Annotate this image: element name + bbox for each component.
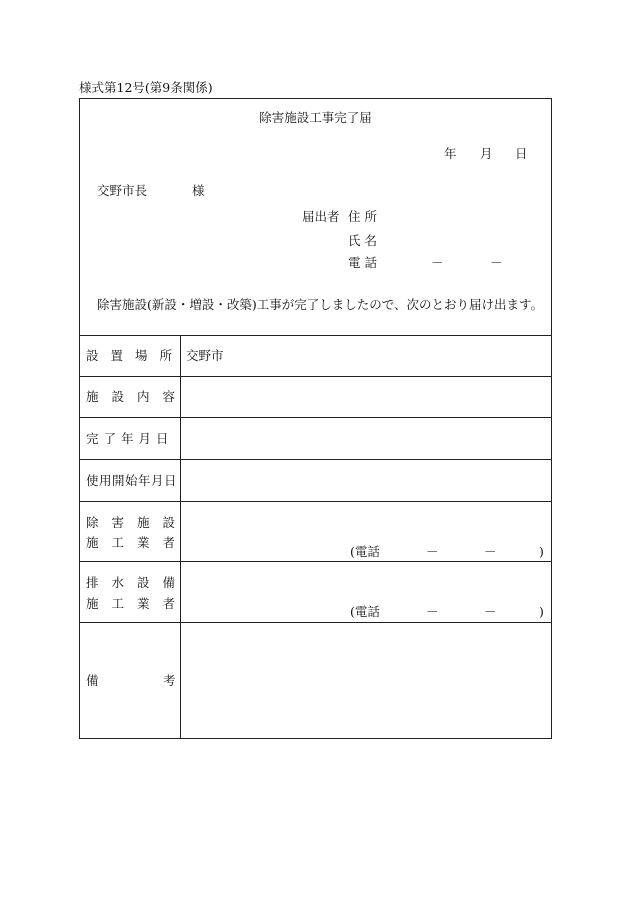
date-year: 年 bbox=[444, 146, 457, 161]
removal-contractor-label-line1: 除害施設 bbox=[86, 515, 189, 530]
drainage-phone-dash-2: － bbox=[484, 604, 497, 619]
start-date-label: 使用開始年月日 bbox=[86, 473, 178, 488]
location-label bbox=[86, 348, 185, 363]
form-frame bbox=[79, 98, 552, 739]
date-day: 日 bbox=[515, 146, 528, 161]
row-rule bbox=[80, 459, 551, 460]
removal-phone-close: ) bbox=[539, 544, 544, 559]
remarks-label-right: 考 bbox=[163, 673, 176, 688]
applicant-label: 届出者 bbox=[302, 209, 340, 224]
row-rule bbox=[80, 622, 551, 623]
facility-content-label: 施設内容 bbox=[86, 389, 189, 404]
drainage-contractor-label-line1: 排水設備 bbox=[86, 575, 189, 590]
form-number-label: 様式第12号(第9条関係) bbox=[79, 80, 213, 95]
removal-phone-dash-2: － bbox=[484, 544, 497, 559]
remarks-label-left: 備 bbox=[86, 673, 99, 688]
removal-phone-dash-1: － bbox=[426, 544, 439, 559]
row-rule bbox=[80, 501, 551, 502]
row-rule bbox=[80, 561, 551, 562]
address-label: 住 所 bbox=[348, 209, 377, 224]
date-month: 月 bbox=[480, 146, 493, 161]
form-title: 除害施設工事完了届 bbox=[259, 110, 372, 125]
drainage-contractor-label-line2: 施工業者 bbox=[86, 596, 189, 611]
name-label: 氏 名 bbox=[348, 233, 377, 248]
row-rule bbox=[80, 417, 551, 418]
location-label-text: 設置場所 bbox=[86, 348, 185, 363]
phone-dash-2: － bbox=[490, 255, 503, 270]
phone-dash-1: － bbox=[431, 255, 444, 270]
removal-contractor-label-line2: 施工業者 bbox=[86, 535, 189, 550]
phone-label: 電 話 bbox=[348, 255, 377, 270]
row-rule bbox=[80, 376, 551, 377]
addressee-name: 交野市長 bbox=[97, 183, 148, 198]
removal-phone-open: (電話 bbox=[350, 544, 380, 559]
drainage-phone-open: (電話 bbox=[350, 604, 380, 619]
drainage-phone-close: ) bbox=[539, 604, 544, 619]
statement-text: 除害施設(新設・増設・改築)工事が完了しましたので、次のとおり届け出ます。 bbox=[97, 297, 544, 312]
location-value: 交野市 bbox=[186, 348, 224, 363]
table-top-rule bbox=[80, 335, 551, 336]
completion-date-label: 完了年月日 bbox=[86, 431, 174, 446]
addressee-honorific: 様 bbox=[192, 183, 205, 198]
drainage-phone-dash-1: － bbox=[426, 604, 439, 619]
